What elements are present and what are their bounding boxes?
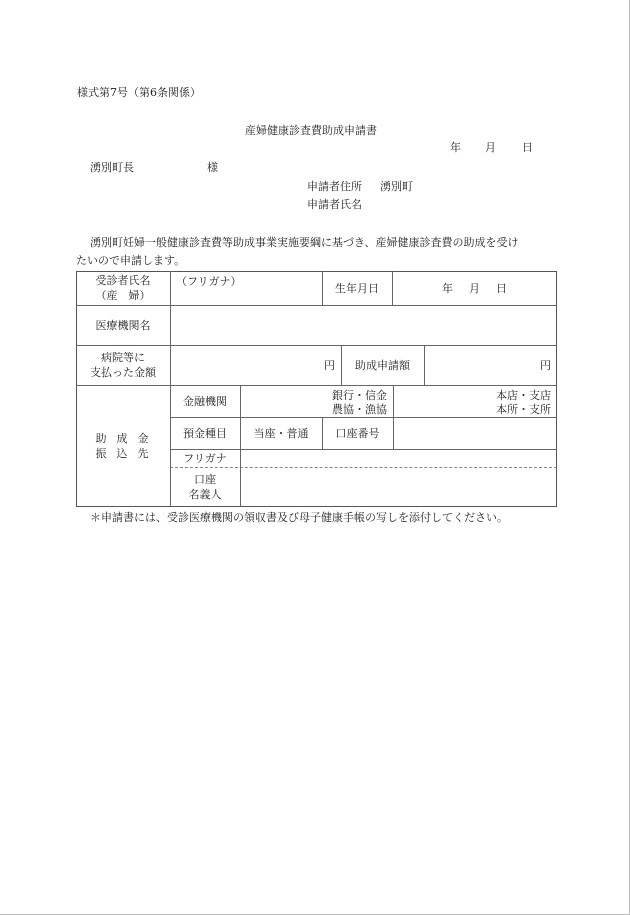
date-month-label: 月	[485, 141, 496, 154]
attachment-note: ＊申請書には、受診医療機関の領収書及び母子健康手帳の写しを添付してください。	[90, 511, 508, 524]
institution-field[interactable]	[170, 305, 557, 345]
date-day-label: 日	[522, 141, 533, 154]
holder-furigana-label: フリガナ	[183, 451, 227, 465]
birthdate-label: 生年月日	[335, 281, 379, 295]
patient-name-label: 受診者氏名 （産 婦）	[95, 274, 151, 302]
paid-amount-label: 病院等に 支払った金額	[90, 351, 156, 379]
applicant-address-value[interactable]: 湧別町	[380, 180, 413, 193]
branch-name-field[interactable]: 本店・支店 本所・支所	[496, 389, 551, 416]
bank-label: 金融機関	[183, 394, 227, 408]
holder-furigana-field[interactable]	[240, 449, 557, 467]
requested-amount-label: 助成申請額	[355, 358, 410, 372]
addressee-suffix: 様	[207, 161, 218, 174]
page-title: 産婦健康診査費助成申請書	[245, 124, 377, 137]
requested-amount-field[interactable]: 円	[540, 358, 551, 372]
transfer-destination-label: 助成金 振込先	[95, 432, 159, 460]
patient-name-field[interactable]: （フリガナ）	[176, 275, 242, 288]
institution-label: 医療機関名	[95, 318, 151, 332]
bank-name-field[interactable]: 銀行・信金 農協・漁協	[332, 389, 387, 416]
intro-line-2: たいので申請します。	[76, 254, 186, 267]
form-number: 様式第7号（第6条関係）	[77, 86, 201, 99]
account-holder-label: 口座 名義人	[188, 473, 222, 501]
paid-amount-field[interactable]: 円	[324, 358, 335, 372]
addressee: 湧別町長	[90, 161, 134, 174]
account-number-field[interactable]	[393, 417, 557, 449]
deposit-type-field[interactable]: 当座・普通	[253, 426, 309, 440]
date-year-label: 年	[450, 141, 461, 154]
account-number-label: 口座番号	[335, 426, 380, 440]
applicant-address-label: 申請者住所	[307, 180, 362, 193]
birthdate-field[interactable]: 年 月 日	[442, 281, 507, 295]
account-holder-field[interactable]	[240, 467, 557, 507]
intro-line-1: 湧別町妊婦一般健康診査費等助成事業実施要綱に基づき、産婦健康診査費の助成を受け	[90, 236, 519, 249]
applicant-name-label: 申請者氏名	[307, 198, 362, 211]
deposit-type-label: 預金種目	[183, 426, 227, 440]
